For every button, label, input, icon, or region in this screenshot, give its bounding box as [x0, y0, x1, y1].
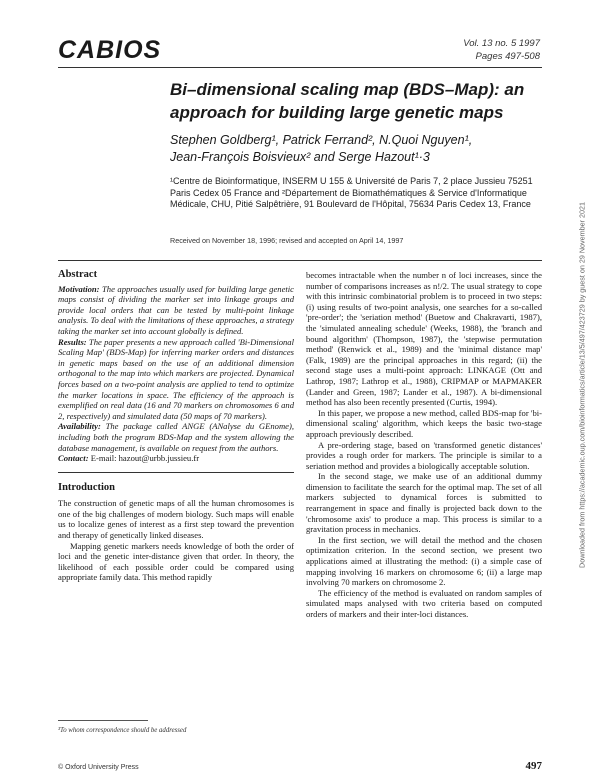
right-paragraph-4: In the second stage, we make use of an additional dummy dimension to facilitate the search for the optimal map. The set of all markers subjected to dynamical forces is submitted to rearrangement in space and finally is projected back down to the 'chromosome axis' to produce a map. This process is similar to a gravitation process in mechanics.: [306, 471, 542, 535]
left-column: [58, 270, 294, 583]
contact-label: Contact:: [58, 453, 89, 464]
right-paragraph-2: In this paper, we propose a new method, called BDS-map for 'bi-dimensional scaling' algorithm, which keeps the basic two-stage approach previously described.: [306, 407, 542, 439]
right-paragraph-6: The efficiency of the method is evaluated on random samples of simulated maps analysed with two criteria based on computed orders of markers and their inter-loci distances.: [306, 587, 542, 619]
affiliations: ¹Centre de Bioinformatique, INSERM U 155 & Université de Paris 7, 2 place Jussieu 75251 Paris Cedex 05 France and ²Département de Biomathématiques & Service d'Informatique Médicale, CHU, Pitié Salpêtrière, 91 Boulevard de l'Hôpital, 75634 Paris Cedex 13, France: [170, 176, 533, 209]
intro-paragraph-2: Mapping genetic markers needs knowledge of both the order of loci and the genetic inter-distance given that order. In theory, the likelihood of each possible order could be compared using appropriate family data. This method rapidly: [58, 540, 294, 583]
section-rule: [58, 260, 542, 261]
intro-paragraph-1: The construction of genetic maps of all the human chromosomes is one of the big challenges of modern biology. Such maps will enable us to localize genes of interest as a first step toward the prevention and therapy of genetically linked diseases.: [58, 498, 294, 541]
download-watermark: Downloaded from https://academic.oup.com/bioinformatics/article/13/5/497/423729 by guest on 29 November 2021: [577, 202, 587, 568]
results-text: The paper presents a new approach called 'Bi-Dimensional Scaling Map' (BDS-Map) for inferring marker orders and distances in genetic maps based on the use of an additional dimension orthogonal to the map into which markers are projected. Dynamical forces based on a two-point analysis are applied to tend to optimize the marker locations in space. The efficiency of the approach is exemplified on real data (16 and 70 markers on chromosomes 6 and 2, respectively) and simulated data (50 maps of 70 markers).: [58, 336, 294, 421]
issue-info: [463, 37, 540, 63]
right-paragraph-1: becomes intractable when the number n of loci increases, since the number of comparisons increases as n!/2. The usual strategy to cope with this intrinsic combinatorial problem is to proceed in two steps: (i) using results of two-point analysis, one searches for a so-called 'pre-order'; the 'seriation method' (Buetow and Chakravarti, 1987), the 'simulated annealing schedule' (Weeks, 1988), the 'branch and bound algorithm' (Thompson, 1987), the 'stepwise permutation method' (Renwick et al., 1989) and the 'minimal distance map' (Falk, 1989) are the principal approaches in this regard; (ii) the second stage uses a multi-point approach: LINKAGE (Ott and Lathrop, 1987; Lathrop et al., 1988), CRIPMAP or MAPMAKER (Lander and Green, 1987; Lander et al., 1987). A bi-dimensional method has also been recently presented (Curtis, 1994).: [306, 270, 542, 408]
abstract-results: [58, 337, 294, 422]
paper-title: Bi–dimensional scaling map (BDS–Map): an approach for building large genetic maps: [170, 80, 525, 122]
introduction-heading: Introduction: [58, 481, 115, 493]
abstract-contact: [58, 453, 294, 464]
footnote-rule: [58, 720, 148, 721]
abstract-body: [58, 284, 294, 464]
page-number: 497: [525, 760, 542, 772]
authors-line-1: Stephen Goldberg¹, Patrick Ferrand², N.Quoi Nguyen¹,: [170, 133, 473, 147]
copyright-footer: © Oxford University Press: [58, 764, 139, 771]
abstract-availability: [58, 421, 294, 453]
received-dates: Received on November 18, 1996; revised and accepted on April 14, 1997: [170, 236, 404, 245]
abstract-rule: [58, 472, 294, 473]
right-paragraph-3: A pre-ordering stage, based on 'transformed genetic distances' provides a rough order for markers. The principle is similar to a seriation method and provides a biologically acceptable solution.: [306, 439, 542, 471]
right-column: [306, 270, 542, 620]
availability-label: Availability:: [58, 421, 101, 432]
volume-label: Vol. 13 no. 5 1997: [463, 38, 540, 49]
authors-line-2: Jean-François Boisvieux² and Serge Hazout¹·3: [170, 150, 430, 164]
right-paragraph-5: In the first section, we will detail the method and the chosen optimization criterion. In the second section, we present two applications aimed at illustrating the method: (i) a simple case of mapping involving 16 markers on chromosome 6; (ii) a large map involving 70 markers on chromosome 2.: [306, 534, 542, 588]
availability-text: The package called ANGE (ANalyse du GEnome), including both the program BDS-Map and the system allowing the database management, is available on request from the authors.: [58, 421, 294, 453]
footnote: ³To whom correspondence should be addressed: [58, 727, 187, 734]
journal-name: CABIOS: [58, 36, 162, 64]
motivation-label: Motivation:: [58, 283, 100, 294]
abstract-motivation: [58, 284, 294, 337]
header-rule: [58, 67, 542, 68]
abstract-heading: Abstract: [58, 269, 98, 280]
motivation-text: The approaches usually used for building large genetic maps consist of dividing the marker set into linkage groups and provide local orders that can be tested by multi-point linkage analysis. To deal with the limitations of these approaches, a strategy taking the marker set into account globally is defined.: [58, 283, 294, 336]
results-label: Results:: [58, 336, 87, 347]
contact-text: E-mail: hazout@urbb.jussieu.fr: [90, 453, 200, 464]
pages-label: Pages 497-508: [475, 51, 540, 62]
author-list: [170, 132, 550, 166]
